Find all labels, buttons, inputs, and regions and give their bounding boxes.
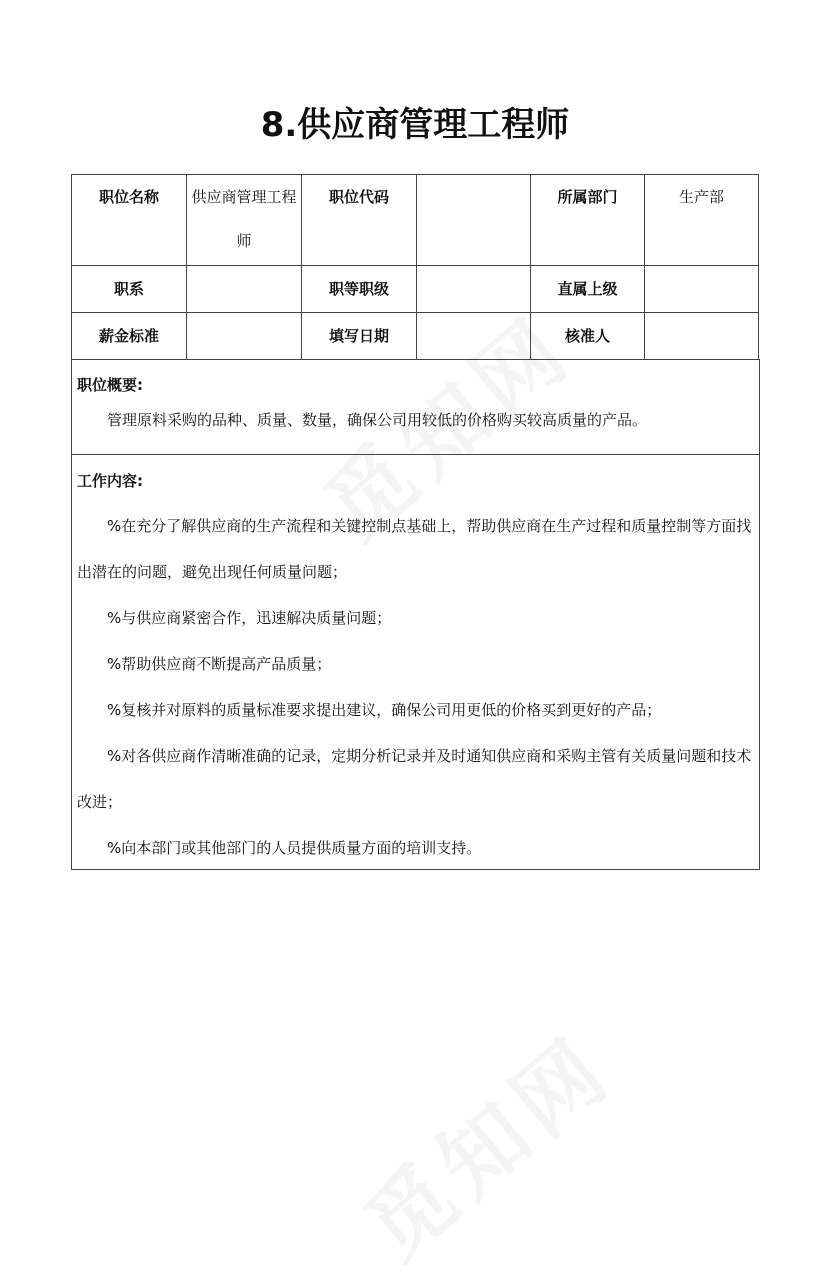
duties-section (71, 455, 760, 870)
table-row (72, 175, 759, 266)
page-title: 8.供应商管理工程师 (260, 105, 570, 145)
grade-label: 职等职级 (302, 266, 417, 313)
date-label: 填写日期 (302, 313, 417, 360)
grade-value (417, 266, 531, 313)
list-item: %复核并对原料的质量标准要求提出建议，确保公司用更低的价格买到更好的产品； (107, 701, 662, 719)
salary-value (187, 313, 302, 360)
summary-title: 职位概要: (77, 376, 143, 394)
approver-value (645, 313, 759, 360)
summary-section (71, 359, 760, 455)
list-item: %与供应商紧密合作，迅速解决质量问题； (107, 609, 392, 627)
date-value (417, 313, 531, 360)
supervisor-value (645, 266, 759, 313)
salary-label: 薪金标准 (72, 313, 187, 360)
job-family-label: 职系 (72, 266, 187, 313)
table-row (72, 313, 759, 360)
approver-label: 核准人 (531, 313, 645, 360)
position-name-value: 供应商管理工程师 (187, 175, 302, 266)
department-value: 生产部 (645, 175, 759, 266)
duties-list (77, 503, 754, 871)
list-item: %对各供应商作清晰准确的记录，定期分析记录并及时通知供应商和采购主管有关质量问题和技术改进； (77, 747, 752, 811)
list-item: %在充分了解供应商的生产流程和关键控制点基础上，帮助供应商在生产过程和质量控制等方面找出潜在的问题，避免出现任何质量问题； (77, 517, 752, 581)
watermark (334, 1002, 634, 1282)
job-info-table (71, 174, 759, 360)
position-code-value (417, 175, 531, 266)
summary-text: 管理原料采购的品种、质量、数量，确保公司用较低的价格购买较高质量的产品。 (107, 411, 648, 429)
list-item: %向本部门或其他部门的人员提供质量方面的培训支持。 (107, 839, 482, 857)
supervisor-label: 直属上级 (531, 266, 645, 313)
department-label: 所属部门 (531, 175, 645, 266)
list-item: %帮助供应商不断提高产品质量； (107, 655, 332, 673)
job-family-value (187, 266, 302, 313)
table-row (72, 266, 759, 313)
position-name-label: 职位名称 (72, 175, 187, 266)
position-code-label: 职位代码 (302, 175, 417, 266)
duties-title: 工作内容: (77, 472, 143, 490)
